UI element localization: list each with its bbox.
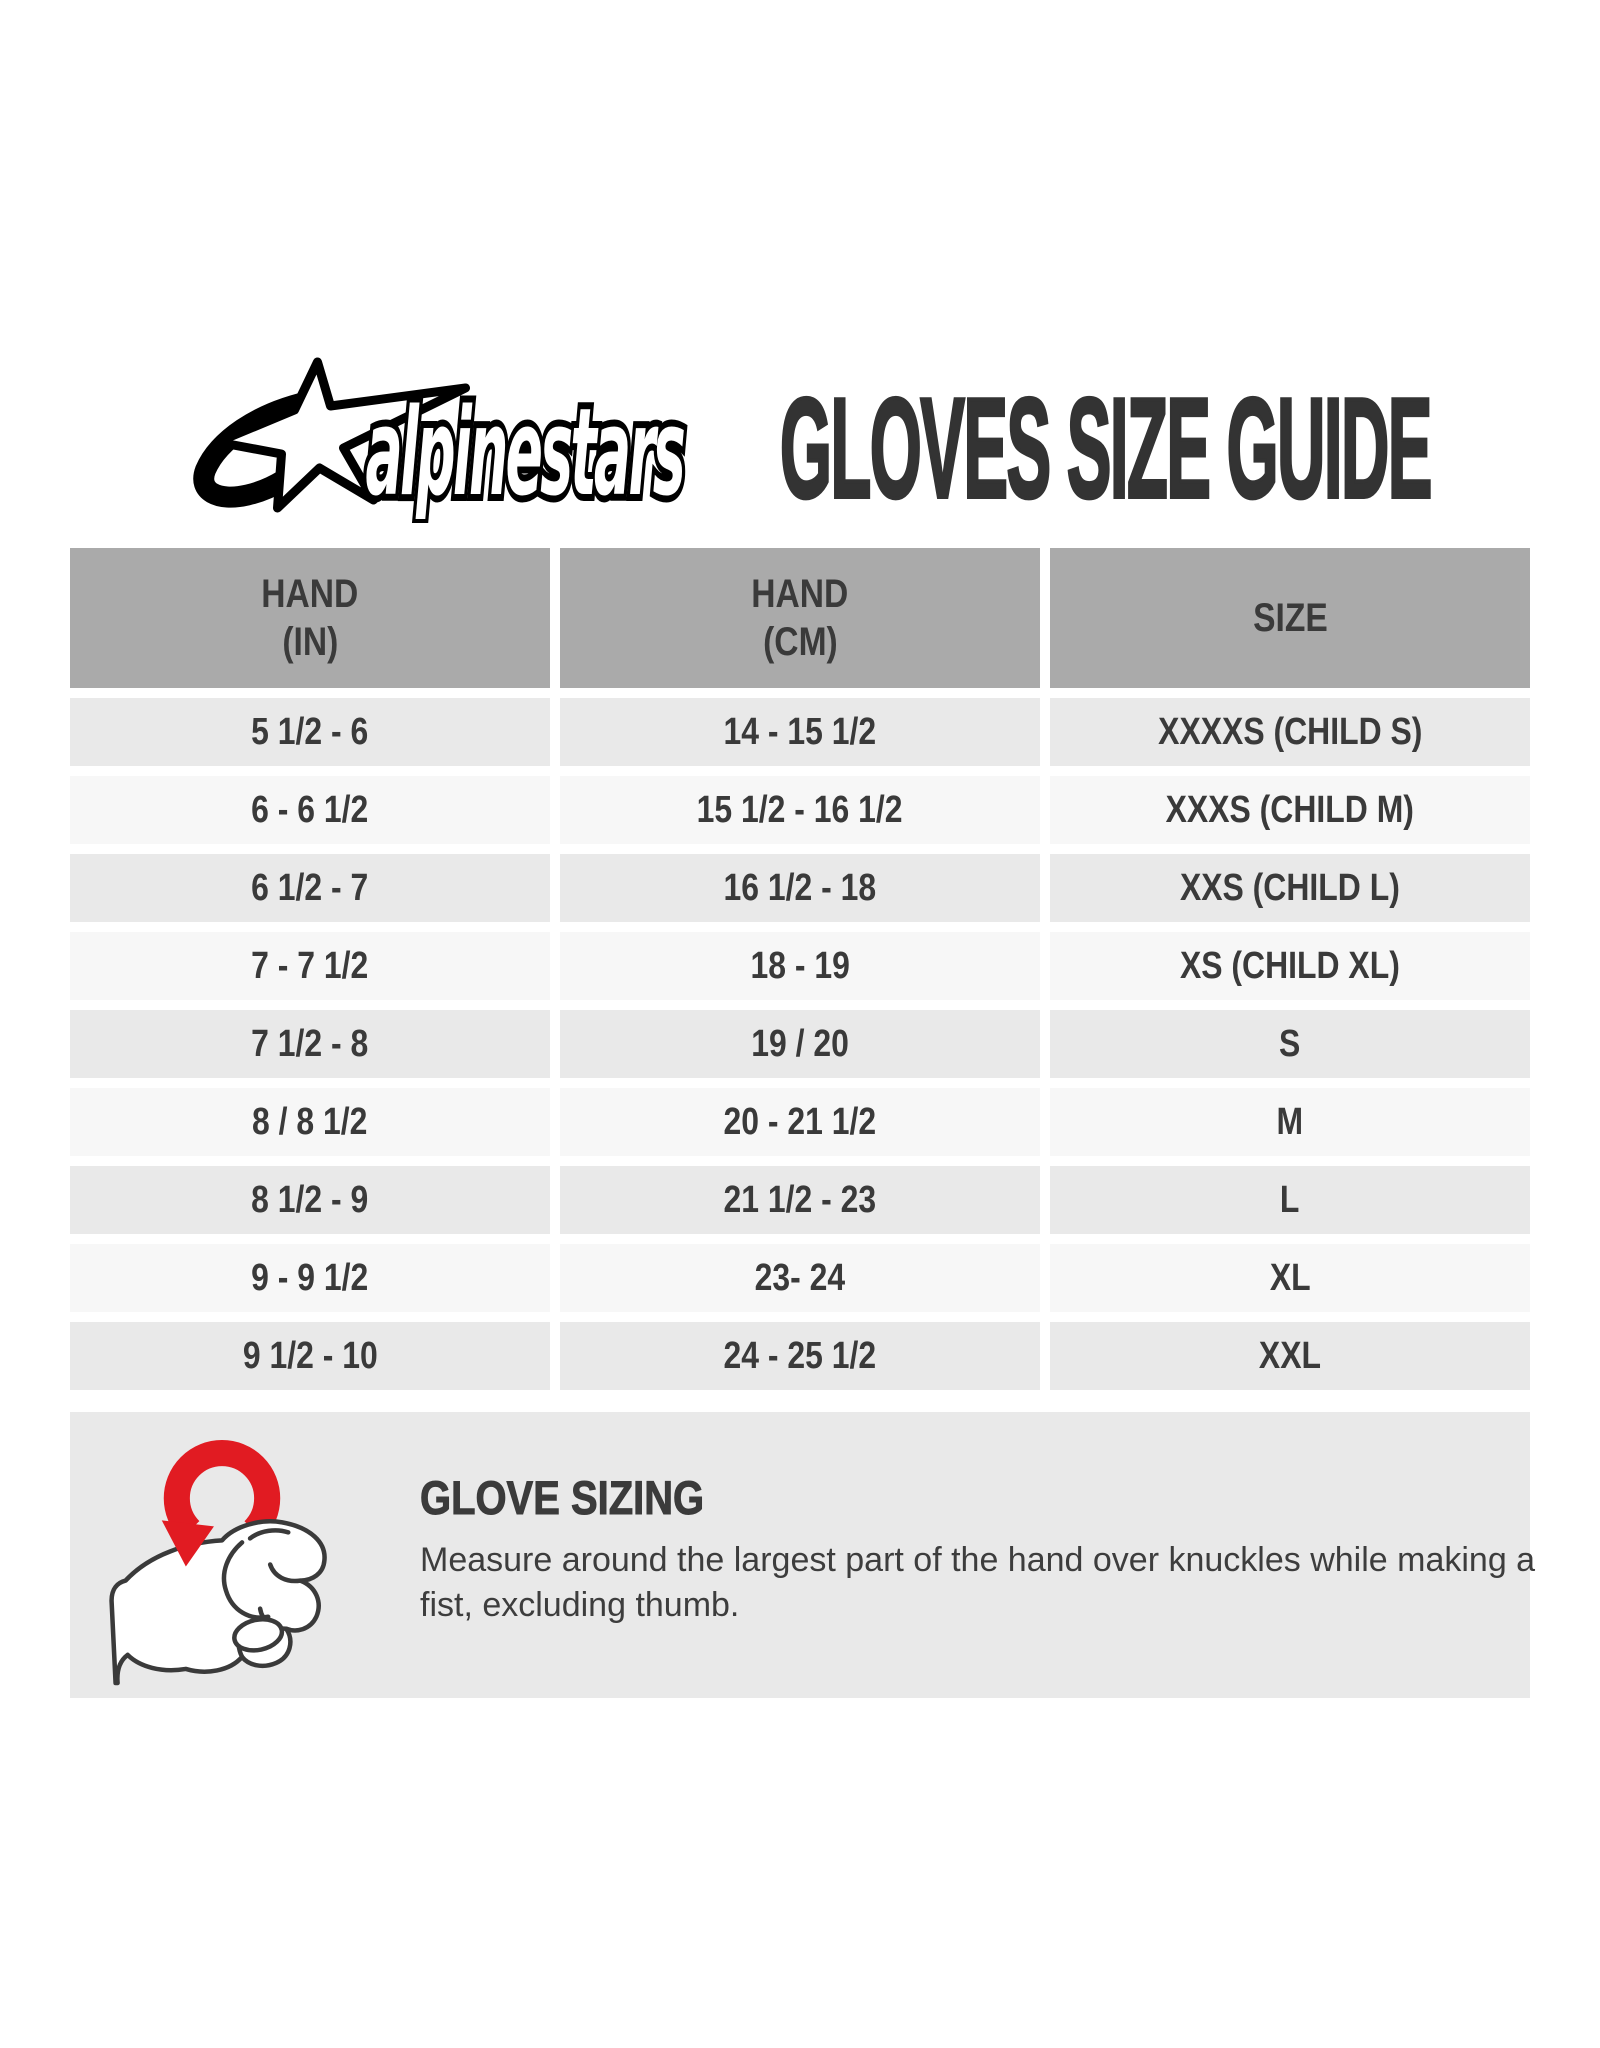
table-cell: 16 1/2 - 18 bbox=[560, 854, 1040, 922]
table-cell: 23- 24 bbox=[560, 1244, 1040, 1312]
alpinestars-logo-icon bbox=[160, 348, 775, 523]
table-cell: 14 - 15 1/2 bbox=[560, 698, 1040, 766]
glove-sizing-description: Measure around the largest part of the hand over knuckles while making a fist, excluding thumb. bbox=[420, 1541, 1536, 1625]
table-cell: XXXXS (CHILD S) bbox=[1050, 698, 1530, 766]
table-cell: 24 - 25 1/2 bbox=[560, 1322, 1040, 1390]
table-cell: XS (CHILD XL) bbox=[1050, 932, 1530, 1000]
header-cell: HAND (CM) bbox=[560, 548, 1040, 688]
table-cell: XL bbox=[1050, 1244, 1530, 1312]
header-cell: SIZE bbox=[1050, 548, 1530, 688]
header-cell: HAND (IN) bbox=[70, 548, 550, 688]
glove-sizing-panel bbox=[70, 1412, 1536, 1698]
page-title: GLOVES SIZE GUIDE bbox=[780, 369, 1431, 528]
table-cell: 5 1/2 - 6 bbox=[70, 698, 550, 766]
table-cell: 19 / 20 bbox=[560, 1010, 1040, 1078]
alpinestars-logo bbox=[160, 348, 775, 523]
table-cell: L bbox=[1050, 1166, 1530, 1234]
table-cell: 15 1/2 - 16 1/2 bbox=[560, 776, 1040, 844]
table-cell: S bbox=[1050, 1010, 1530, 1078]
table-cell: XXS (CHILD L) bbox=[1050, 854, 1530, 922]
glove-sizing-heading: GLOVE SIZING bbox=[420, 1471, 705, 1524]
table-cell: 9 1/2 - 10 bbox=[70, 1322, 550, 1390]
table-cell: 8 1/2 - 9 bbox=[70, 1166, 550, 1234]
table-cell: 6 1/2 - 7 bbox=[70, 854, 550, 922]
table-cell: 7 1/2 - 8 bbox=[70, 1010, 550, 1078]
table-cell: 7 - 7 1/2 bbox=[70, 932, 550, 1000]
size-table bbox=[70, 548, 1530, 1390]
table-cell: XXL bbox=[1050, 1322, 1530, 1390]
table-cell: XXXS (CHILD M) bbox=[1050, 776, 1530, 844]
table-cell: 6 - 6 1/2 bbox=[70, 776, 550, 844]
table-cell: 9 - 9 1/2 bbox=[70, 1244, 550, 1312]
table-cell: 8 / 8 1/2 bbox=[70, 1088, 550, 1156]
table-cell: 18 - 19 bbox=[560, 932, 1040, 1000]
table-cell: M bbox=[1050, 1088, 1530, 1156]
fist-measure-icon bbox=[106, 1430, 344, 1686]
table-cell: 20 - 21 1/2 bbox=[560, 1088, 1040, 1156]
table-cell: 21 1/2 - 23 bbox=[560, 1166, 1040, 1234]
logo-wordmark: alpinestars bbox=[365, 383, 683, 523]
